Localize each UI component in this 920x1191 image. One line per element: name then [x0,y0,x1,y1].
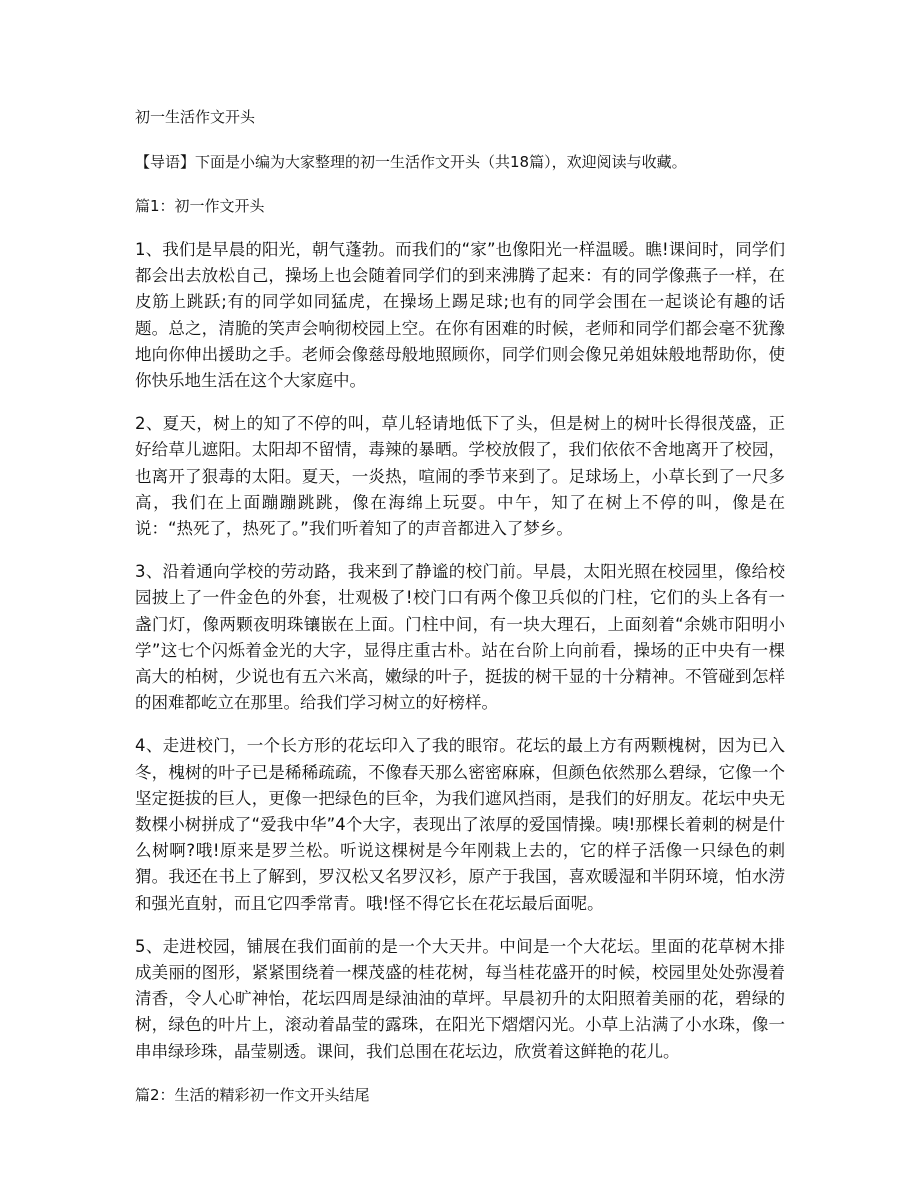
paragraph-1: 1、我们是早晨的阳光，朝气蓬勃。而我们的“家”也像阳光一样温暖。瞧!课间时，同学们都会出去放松自己，操场上也会随着同学们的到来沸腾了起来：有的同学像燕子一样，在皮筋上跳跃;有的同学如同猛虎，在操场上踢足球;也有的同学会围在一起谈论有趣的话题。总之，清脆的笑声会响彻校园上空。在你有困难的时候，老师和同学们都会毫不犹豫地向你伸出援助之手。老师会像慈母般地照顾你，同学们则会像兄弟姐妹般地帮助你，使你快乐地生活在这个大家庭中。 [135,240,785,391]
paragraph-2: 2、夏天，树上的知了不停的叫，草儿轻请地低下了头，但是树上的树叶长得很茂盛，正好给草儿遮阳。太阳却不留情，毒辣的暴晒。学校放假了，我们依依不舍地离开了校园，也离开了狠毒的太阳。夏天，一炎热，喧闹的季节来到了。足球场上，小草长到了一尺多高，我们在上面蹦蹦跳跳，像在海绵上玩耍。中午，知了在树上不停的叫，像是在说：“热死了，热死了。”我们听着知了的声音都进入了梦乡。 [135,414,785,539]
paragraph-4: 4、走进校门，一个长方形的花坛印入了我的眼帘。花坛的最上方有两颗槐树，因为已入冬，槐树的叶子已是稀稀疏疏，不像春天那么密密麻麻，但颜色依然那么碧绿，它像一个坚定挺拔的巨人，更像一把绿色的巨伞，为我们遮风挡雨，是我们的好朋友。花坛中央无数棵小树拼成了“爱我中华”4个大字，表现出了浓厚的爱国情操。咦!那棵长着刺的树是什么树啊?哦!原来是罗兰松。听说这棵树是今年刚栽上去的，它的样子活像一只绿色的刺猬。我还在书上了解到，罗汉松又名罗汉衫，原产于我国，喜欢暖湿和半阴环境，怕水涝和强光直射，而且它四季常青。哦!怪不得它长在花坛最后面呢。 [135,736,785,913]
document-title: 初一生活作文开头 [135,108,256,126]
paragraph-3: 3、沿着通向学校的劳动路，我来到了静谧的校门前。早晨，太阳光照在校园里，像给校园披上了一件金色的外套，壮观极了!校门口有两个像卫兵似的门柱，它们的头上各有一盏门灯，像两颗夜明珠镶嵌在上面。门柱中间，有一块大理石，上面刻着“余姚市阳明小学”这七个闪烁着金光的大字，显得庄重古朴。站在台阶上向前看，操场的正中央有一棵高大的柏树，少说也有五六米高，嫩绿的叶子，挺拔的树干显的十分精神。不管碰到怎样的困难都屹立在那里。给我们学习树立的好榜样。 [135,562,785,713]
section-heading-1: 篇1：初一作文开头 [135,197,265,215]
paragraph-5: 5、走进校园，铺展在我们面前的是一个大天井。中间是一个大花坛。里面的花草树木排成美丽的图形，紧紧围绕着一棵茂盛的桂花树，每当桂花盛开的时候，校园里处处弥漫着清香，令人心旷神怡，花坛四周是绿油油的草坪。早晨初升的太阳照着美丽的花，碧绿的树，绿色的叶片上，滚动着晶莹的露珠，在阳光下熠熠闪光。小草上沾满了小水珠，像一串串绿珍珠，晶莹剔透。课间，我们总围在花坛边，欣赏着这鲜艳的花儿。 [135,936,785,1061]
section-heading-2: 篇2：生活的精彩初一作文开头结尾 [135,1085,370,1104]
lead-paragraph: 【导语】下面是小编为大家整理的初一生活作文开头（共18篇），欢迎阅读与收藏。 [135,153,687,171]
